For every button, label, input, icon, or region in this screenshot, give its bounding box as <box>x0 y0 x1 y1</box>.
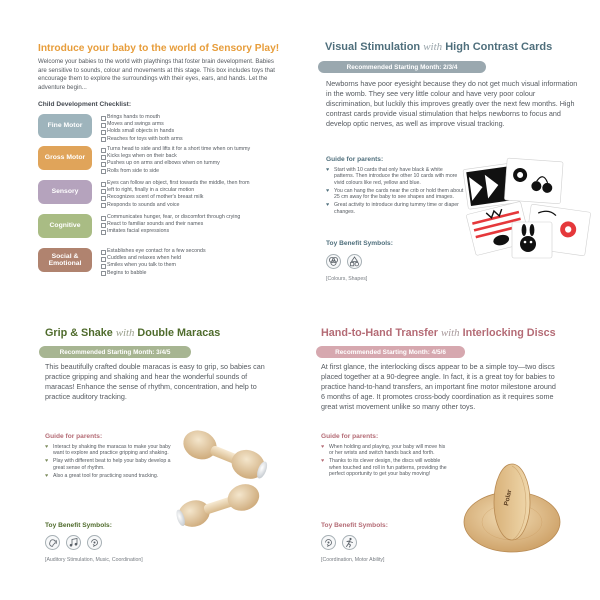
discs-symbols <box>321 535 357 550</box>
sensory-play-panel <box>0 0 300 300</box>
visual-guide-list <box>326 167 464 217</box>
grip-symbols <box>45 535 102 550</box>
grip-title-product: Double Maracas <box>137 327 221 339</box>
heart-icon: ♥ <box>45 472 49 479</box>
milestone-item: Imitates facial expressions <box>101 228 281 235</box>
visual-symbols <box>326 254 362 269</box>
discs-symbols-title: Toy Benefit Symbols: <box>321 522 388 529</box>
guide-item: ♥ Start with 10 cards that only have black & white patterns. Then introduce the other 10 cards with more vivid colours like red, yellow and blue. <box>326 167 458 186</box>
guide-item: ♥ Thanks to its clever design, the discs will wobble when touched and roll in fun patterns, providing the perfect opportunity to get your baby moving! <box>321 458 447 478</box>
discs-title-main: Hand-to-Hand Transfer <box>321 327 438 339</box>
category-badge: Sensory <box>38 180 92 204</box>
heart-icon: ♥ <box>321 444 325 450</box>
discs-guide-title: Guide for parents: <box>321 433 379 440</box>
motor-ability-icon <box>342 535 357 550</box>
discs-month-pill: Recommended Starting Month: 4/5/6 <box>316 346 465 358</box>
visual-title <box>325 41 552 53</box>
category-badge: Gross Motor <box>38 146 92 170</box>
milestone-item: Eyes can follow an object, first towards the middle, then from <box>101 180 281 187</box>
grip-guide-list <box>45 444 175 481</box>
discs-title-product: Interlocking Discs <box>462 327 556 339</box>
discs-body: At first glance, the interlocking discs appear to be a simple toy—two discs placed together at a 90-degree angle. In fact, it is a great toy for babies to practice hand-to-hand transfers, an important fine motor milestone around 6 months of age. It promotes cross-body coordination as it requires some great wrist movement unlike so many other toys. <box>321 362 556 412</box>
guide-item: ♥ You can hang the cards near the crib or hold them about 25 cm away for the baby to see shapes and images. <box>326 187 464 201</box>
interlocking-discs-panel <box>300 300 600 600</box>
disc-logo-text: Polar <box>503 489 514 507</box>
milestone-item: Communicates hunger, fear, or discomfort through crying <box>101 214 281 221</box>
coordination-icon <box>321 535 336 550</box>
grip-symbols-title: Toy Benefit Symbols: <box>45 522 112 529</box>
milestone-item: left to right, finally in a circular motion <box>101 187 281 194</box>
discs-guide-list <box>321 444 449 479</box>
coordination-icon <box>87 535 102 550</box>
milestone-item: Turns head to side and lifts it for a short time when on tummy <box>101 146 281 153</box>
heart-icon: ♥ <box>321 458 325 465</box>
discs-title-with: with <box>440 327 460 339</box>
grip-title-with: with <box>115 327 135 339</box>
visual-guide-title: Guide for parents: <box>326 156 384 163</box>
shapes-icon <box>347 254 362 269</box>
milestone-item: React to familiar sounds and their names <box>101 221 281 228</box>
milestone-item: Recognizes scent of mother's breast milk <box>101 194 281 201</box>
discs-symbols-caption: [Coordination, Motor Ability] <box>321 557 385 563</box>
milestone-item: Reaches for toys with both arms <box>101 136 281 143</box>
milestone-item: Holds small objects in hands <box>101 128 281 135</box>
colours-icon <box>326 254 341 269</box>
visual-title-main: Visual Stimulation <box>325 41 421 53</box>
music-icon <box>66 535 81 550</box>
visual-symbols-caption: [Colours, Shapes] <box>326 276 368 282</box>
milestone-item: Cuddles and relaxes when held <box>101 255 281 262</box>
heart-icon: ♥ <box>326 202 330 209</box>
milestone-item: Smiles when you talk to them <box>101 262 281 269</box>
category-badge: Cognitive <box>38 214 92 238</box>
guide-item: ♥ Great activity to introduce during tummy time or diaper changes. <box>326 202 459 215</box>
heart-icon: ♥ <box>326 167 330 173</box>
category-badge: Fine Motor <box>38 114 92 138</box>
heart-icon: ♥ <box>45 458 49 465</box>
milestone-item: Moves and swings arms <box>101 121 281 128</box>
milestone-item: Kicks legs when on their back <box>101 153 281 160</box>
heart-icon: ♥ <box>326 187 330 194</box>
milestone-item: Begins to babble <box>101 270 281 277</box>
sensory-intro: Welcome your babies to the world with playthings that foster brain development. Babies are sensitive to sounds, colour and movements at this stage. This box includes toys that encourage them to explore the surroundings with their eyes, ears, and hands. Let the adventure begin... <box>38 58 275 91</box>
checklist-title: Child Development Checklist: <box>38 101 132 108</box>
visual-month-pill: Recommended Starting Month: 2/3/4 <box>318 61 486 73</box>
heart-icon: ♥ <box>45 444 49 450</box>
sensory-title: Introduce your baby to the world of Sensory Play! <box>38 43 280 54</box>
grip-title <box>45 327 220 339</box>
milestone-item: Rolls from side to side <box>101 168 281 175</box>
milestone-item: Establishes eye contact for a few seconds <box>101 248 281 255</box>
guide-item: ♥ Also a great tool for practicing sound tracking. <box>45 472 159 479</box>
guide-item: ♥ Play with different beat to help your baby develop a great sense of rhythm. <box>45 458 171 471</box>
grip-guide-title: Guide for parents: <box>45 433 103 440</box>
auditory-icon <box>45 535 60 550</box>
category-badge: Social & Emotional <box>38 248 92 272</box>
guide-item: ♥ When holding and playing, your baby will move his or her wrists and switch hands back and forth. <box>321 444 446 457</box>
milestone-list <box>101 248 281 277</box>
milestone-list <box>101 214 281 236</box>
visual-title-with: with <box>423 41 443 53</box>
high-contrast-cards-image <box>460 152 600 264</box>
visual-stimulation-panel <box>300 0 600 300</box>
grip-month-pill: Recommended Starting Month: 3/4/5 <box>39 346 191 358</box>
milestone-list <box>101 114 281 143</box>
milestone-item: Pushes up on arms and elbows when on tummy <box>101 160 281 167</box>
interlocking-discs-image <box>450 460 580 560</box>
milestone-list <box>101 180 281 209</box>
milestone-item: Responds to sounds and voice <box>101 202 281 209</box>
milestone-list <box>101 146 281 175</box>
visual-body: Newborns have poor eyesight because they do not get much visual information in the womb. They see very little colour and have very poor colour discrimination, but luckily this improves greatly over the next few months. High contrast cards provide visual stimulation that helps newborns to focus and develop optic nerves, as well as improve visual tracking. <box>326 79 578 129</box>
grip-title-main: Grip & Shake <box>45 327 113 339</box>
grip-shake-panel <box>0 300 300 600</box>
double-maracas-image <box>170 425 280 530</box>
visual-symbols-title: Toy Benefit Symbols: <box>326 240 393 247</box>
grip-symbols-caption: [Auditory Stimulation, Music, Coordination] <box>45 557 143 563</box>
visual-title-product: High Contrast Cards <box>445 41 553 53</box>
guide-item: ♥ Interact by shaking the maracas to make your baby want to explore and practice gripping and shaking. <box>45 444 171 457</box>
grip-body: This beautifully crafted double maracas is easy to grip, so babies can practice gripping and shaking and hear the wonderful sounds of maracas! Enhance the sense of rhythm, concentration, and help to practice auditory tracking. <box>45 362 265 402</box>
milestone-item: Brings hands to mouth <box>101 114 281 121</box>
discs-title <box>321 327 556 339</box>
